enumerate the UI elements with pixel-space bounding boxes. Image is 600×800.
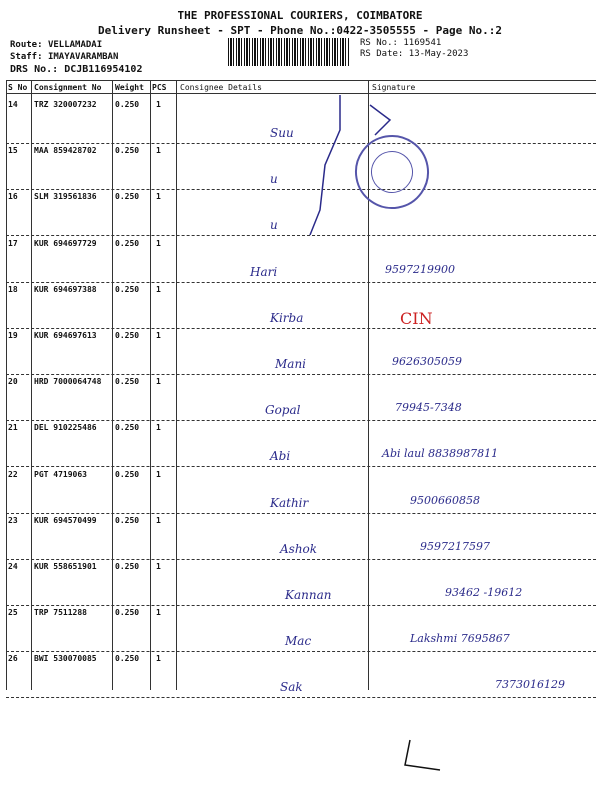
runsheet-subtitle: Delivery Runsheet - SPT - Phone No.:0422-3505555 - Page No.:2 [98, 24, 502, 37]
cell-weight: 0.250 [115, 238, 140, 248]
signature-handwriting: 9626305059 [392, 355, 462, 368]
table-row [6, 652, 596, 698]
col-weight: Weight [115, 83, 144, 92]
rs-no-line [360, 38, 441, 48]
cell-pcs: 1 [156, 423, 161, 433]
cell-consignment: TRZ 320007232 [34, 100, 97, 109]
cell-weight: 0.250 [115, 515, 140, 525]
drs-value: DCJB116954102 [64, 64, 143, 75]
drs-line [10, 64, 142, 75]
cell-consignment: TRP 7511288 [34, 608, 87, 618]
cell-weight: 0.250 [115, 100, 140, 109]
cell-sno: 20 [8, 377, 18, 387]
table-row [6, 375, 596, 421]
cell-pcs: 1 [156, 608, 161, 618]
cell-sno: 17 [8, 238, 18, 248]
signature-handwriting: 93462 -19612 [445, 586, 523, 599]
rs-date-value: 13-May-2023 [408, 49, 469, 59]
table-row [6, 283, 596, 329]
cell-weight: 0.250 [115, 423, 140, 433]
cell-sno: 18 [8, 284, 18, 294]
cell-consignment: PGT 4719063 [34, 469, 87, 479]
consignee-handwriting: Kirba [270, 310, 304, 325]
table-row [6, 468, 596, 514]
rs-no-value: 1169541 [403, 38, 442, 48]
cell-sno: 16 [8, 192, 18, 202]
route-line [10, 40, 102, 50]
consignee-handwriting: Kannan [285, 588, 332, 602]
route-value: VELLAMADAI [47, 40, 103, 50]
cell-sno: 14 [8, 100, 18, 109]
rs-date-label: RS Date: [360, 49, 404, 59]
signature-handwriting: 9597219900 [385, 262, 455, 276]
table-row [6, 514, 596, 560]
rs-date-line [360, 49, 468, 59]
signature-handwriting: 9500660858 [410, 493, 480, 507]
consignee-handwriting: Hari [250, 264, 278, 279]
cell-consignment: KUR 558651901 [34, 562, 97, 571]
cell-sno: 25 [8, 608, 18, 618]
end-scribble [400, 735, 450, 775]
cell-consignment: KUR 694570499 [34, 515, 97, 525]
staff-label: Staff: [10, 52, 43, 62]
cell-weight: 0.250 [115, 331, 140, 340]
table-row [6, 560, 596, 606]
cell-consignment: KUR 694697729 [34, 238, 97, 248]
signature-handwriting: 79945-7348 [395, 401, 462, 415]
cell-pcs: 1 [156, 377, 161, 387]
cell-weight: 0.250 [115, 654, 140, 664]
cell-pcs: 1 [156, 192, 161, 202]
cell-consignment: SLM 319561836 [34, 192, 97, 202]
consignee-handwriting: Abi [270, 449, 291, 464]
runsheet-title: THE PROFESSIONAL COURIERS, COIMBATORE [177, 9, 423, 22]
cell-weight: 0.250 [115, 146, 140, 156]
route-label: Route: [10, 40, 43, 50]
cell-pcs: 1 [156, 100, 161, 109]
cell-consignment: MAA 859428702 [34, 146, 97, 156]
cell-pcs: 1 [156, 654, 161, 664]
cell-weight: 0.250 [115, 562, 140, 571]
signature-handwriting: Abi laul 8838987811 [382, 447, 499, 461]
cell-sno: 24 [8, 562, 18, 571]
cell-consignment: BWI 530070085 [34, 654, 97, 664]
cell-weight: 0.250 [115, 284, 140, 294]
cell-sno: 26 [8, 654, 18, 664]
col-consignee: Consignee Details [180, 83, 262, 92]
consignee-handwriting: Ashok [280, 541, 318, 556]
cell-pcs: 1 [156, 469, 161, 479]
col-signature: Signature [372, 83, 416, 92]
cell-pcs: 1 [156, 331, 161, 340]
cell-sno: 15 [8, 146, 18, 156]
cell-weight: 0.250 [115, 192, 140, 202]
col-sno: S No [8, 83, 28, 92]
rs-no-label: RS No.: [360, 38, 398, 48]
cell-pcs: 1 [156, 146, 161, 156]
consignee-handwriting: u [270, 172, 278, 187]
consignee-handwriting: Mani [275, 357, 307, 371]
consignee-handwriting: Gopal [265, 403, 301, 418]
cell-consignment: DEL 910225486 [34, 423, 97, 433]
cell-pcs: 1 [156, 238, 161, 248]
col-consignment: Consignment No [34, 83, 102, 92]
bracket-scribble [260, 90, 400, 240]
consignee-handwriting: Kathir [270, 495, 309, 510]
barcode [228, 38, 350, 66]
cell-weight: 0.250 [115, 469, 140, 479]
cell-weight: 0.250 [115, 608, 140, 618]
cell-consignment: HRD 7000064748 [34, 377, 102, 387]
consignee-handwriting: Mac [285, 634, 312, 649]
cell-sno: 22 [8, 469, 18, 479]
cell-consignment: KUR 694697388 [34, 284, 97, 294]
table-row [6, 421, 596, 467]
cell-sno: 21 [8, 423, 18, 433]
cell-consignment: KUR 694697613 [34, 331, 97, 340]
staff-line [10, 52, 118, 62]
cell-pcs: 1 [156, 284, 161, 294]
consignee-handwriting: Sak [280, 680, 303, 695]
table-row [6, 237, 596, 283]
table-row [6, 329, 596, 375]
row-divider [6, 697, 596, 698]
cell-pcs: 1 [156, 562, 161, 571]
signature-handwriting: CIN [400, 308, 433, 328]
signature-handwriting: 9597217597 [420, 539, 490, 553]
signature-handwriting: 7373016129 [495, 678, 565, 692]
table-row [6, 606, 596, 652]
col-pcs: PCS [152, 83, 167, 92]
consignee-handwriting: u [270, 218, 278, 233]
drs-label: DRS No.: [10, 64, 59, 75]
cell-sno: 19 [8, 331, 18, 340]
cell-sno: 23 [8, 515, 18, 525]
signature-handwriting: Lakshmi 7695867 [410, 632, 510, 646]
staff-value: IMAYAVARAMBAN [47, 52, 119, 62]
consignee-handwriting: Suu [270, 126, 294, 140]
cell-pcs: 1 [156, 515, 161, 525]
cell-weight: 0.250 [115, 377, 140, 387]
